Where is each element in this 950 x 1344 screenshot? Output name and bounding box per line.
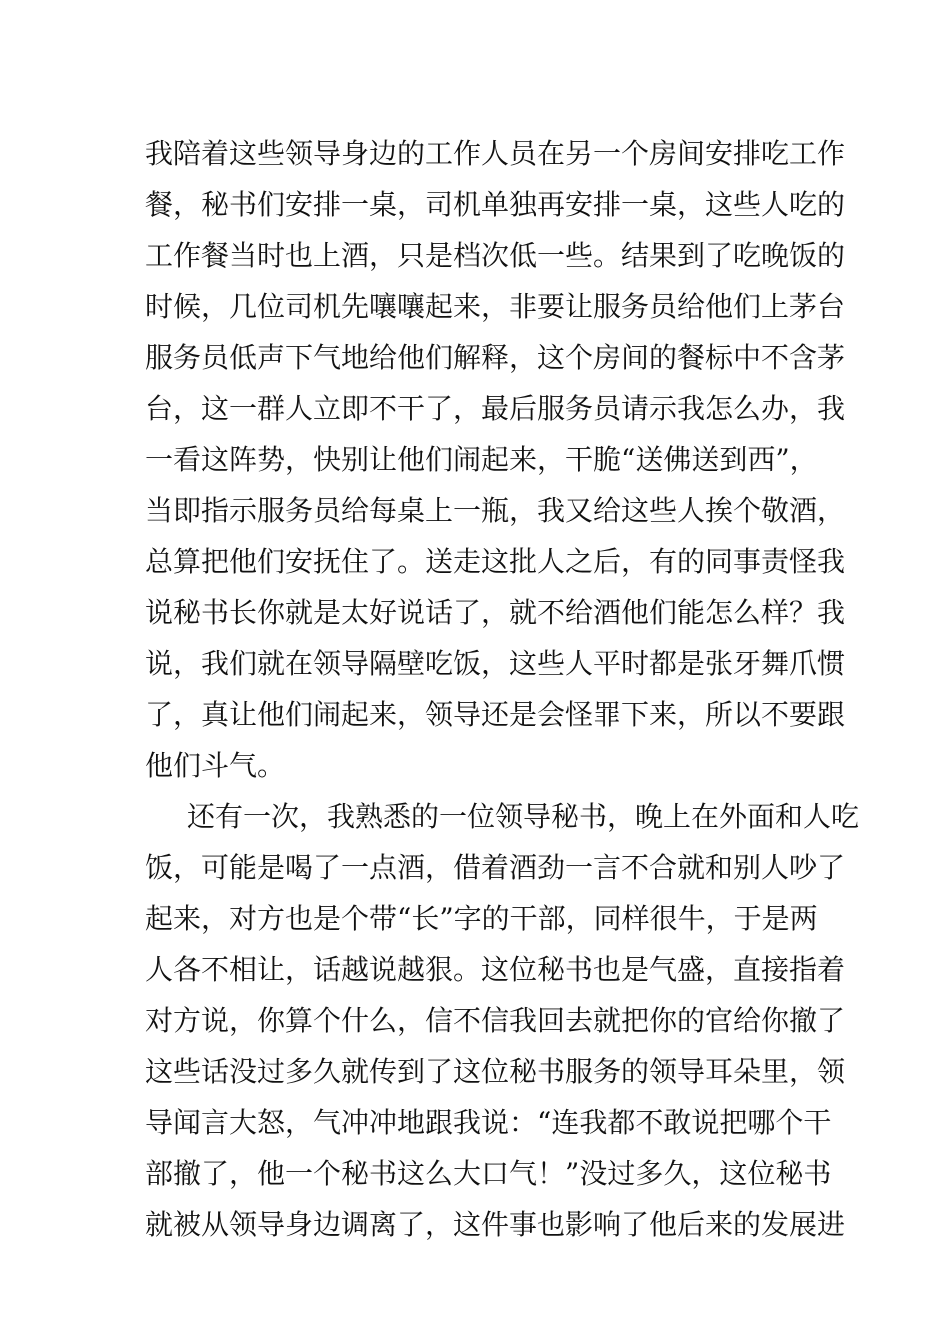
text-line: 饭，可能是喝了一点酒，借着酒劲一言不合就和别人吵了: [145, 851, 846, 884]
text-line: 他们斗气。: [145, 749, 286, 782]
text-line: 我陪着这些领导身边的工作人员在另一个房间安排吃工作: [145, 137, 846, 170]
text-line: 这些话没过多久就传到了这位秘书服务的领导耳朵里，领: [145, 1055, 846, 1088]
text-line: 导闻言大怒，气冲冲地跟我说：“连我都不敢说把哪个干: [145, 1106, 832, 1139]
text-line: 起来，对方也是个带“长”字的干部，同样很牛，于是两: [145, 902, 818, 935]
text-line: 台，这一群人立即不干了，最后服务员请示我怎么办，我: [145, 392, 846, 425]
text-line: 总算把他们安抚住了。送走这批人之后，有的同事责怪我: [145, 545, 846, 578]
text-line-indented: 还有一次，我熟悉的一位领导秘书，晚上在外面和人吃: [187, 800, 860, 833]
text-line: 说，我们就在领导隔壁吃饭，这些人平时都是张牙舞爪惯: [145, 647, 846, 680]
text-line: 一看这阵势，快别让他们闹起来，干脆“送佛送到西”，: [145, 443, 818, 476]
text-line: 工作餐当时也上酒，只是档次低一些。结果到了吃晚饭的: [145, 239, 846, 272]
text-line: 餐，秘书们安排一桌，司机单独再安排一桌，这些人吃的: [145, 188, 846, 221]
text-line: 就被从领导身边调离了，这件事也影响了他后来的发展进: [145, 1208, 846, 1241]
text-line: 了，真让他们闹起来，领导还是会怪罪下来，所以不要跟: [145, 698, 846, 731]
paragraph-1: [145, 128, 846, 791]
text-line: 人各不相让，话越说越狠。这位秘书也是气盛，直接指着: [145, 953, 846, 986]
text-line: 对方说，你算个什么，信不信我回去就把你的官给你撤了: [145, 1004, 846, 1037]
text-line: 部撤了，他一个秘书这么大口气！”没过多久，这位秘书: [145, 1157, 832, 1190]
text-line: 当即指示服务员给每桌上一瓶，我又给这些人挨个敬酒，: [145, 494, 846, 527]
body-text: [145, 128, 860, 1250]
text-line: 服务员低声下气地给他们解释，这个房间的餐标中不含茅: [145, 341, 846, 374]
text-line: 时候，几位司机先嚷嚷起来，非要让服务员给他们上茅台: [145, 290, 846, 323]
paragraph-2: [145, 791, 860, 1250]
text-line: 说秘书长你就是太好说话了，就不给酒他们能怎么样？我: [145, 596, 846, 629]
